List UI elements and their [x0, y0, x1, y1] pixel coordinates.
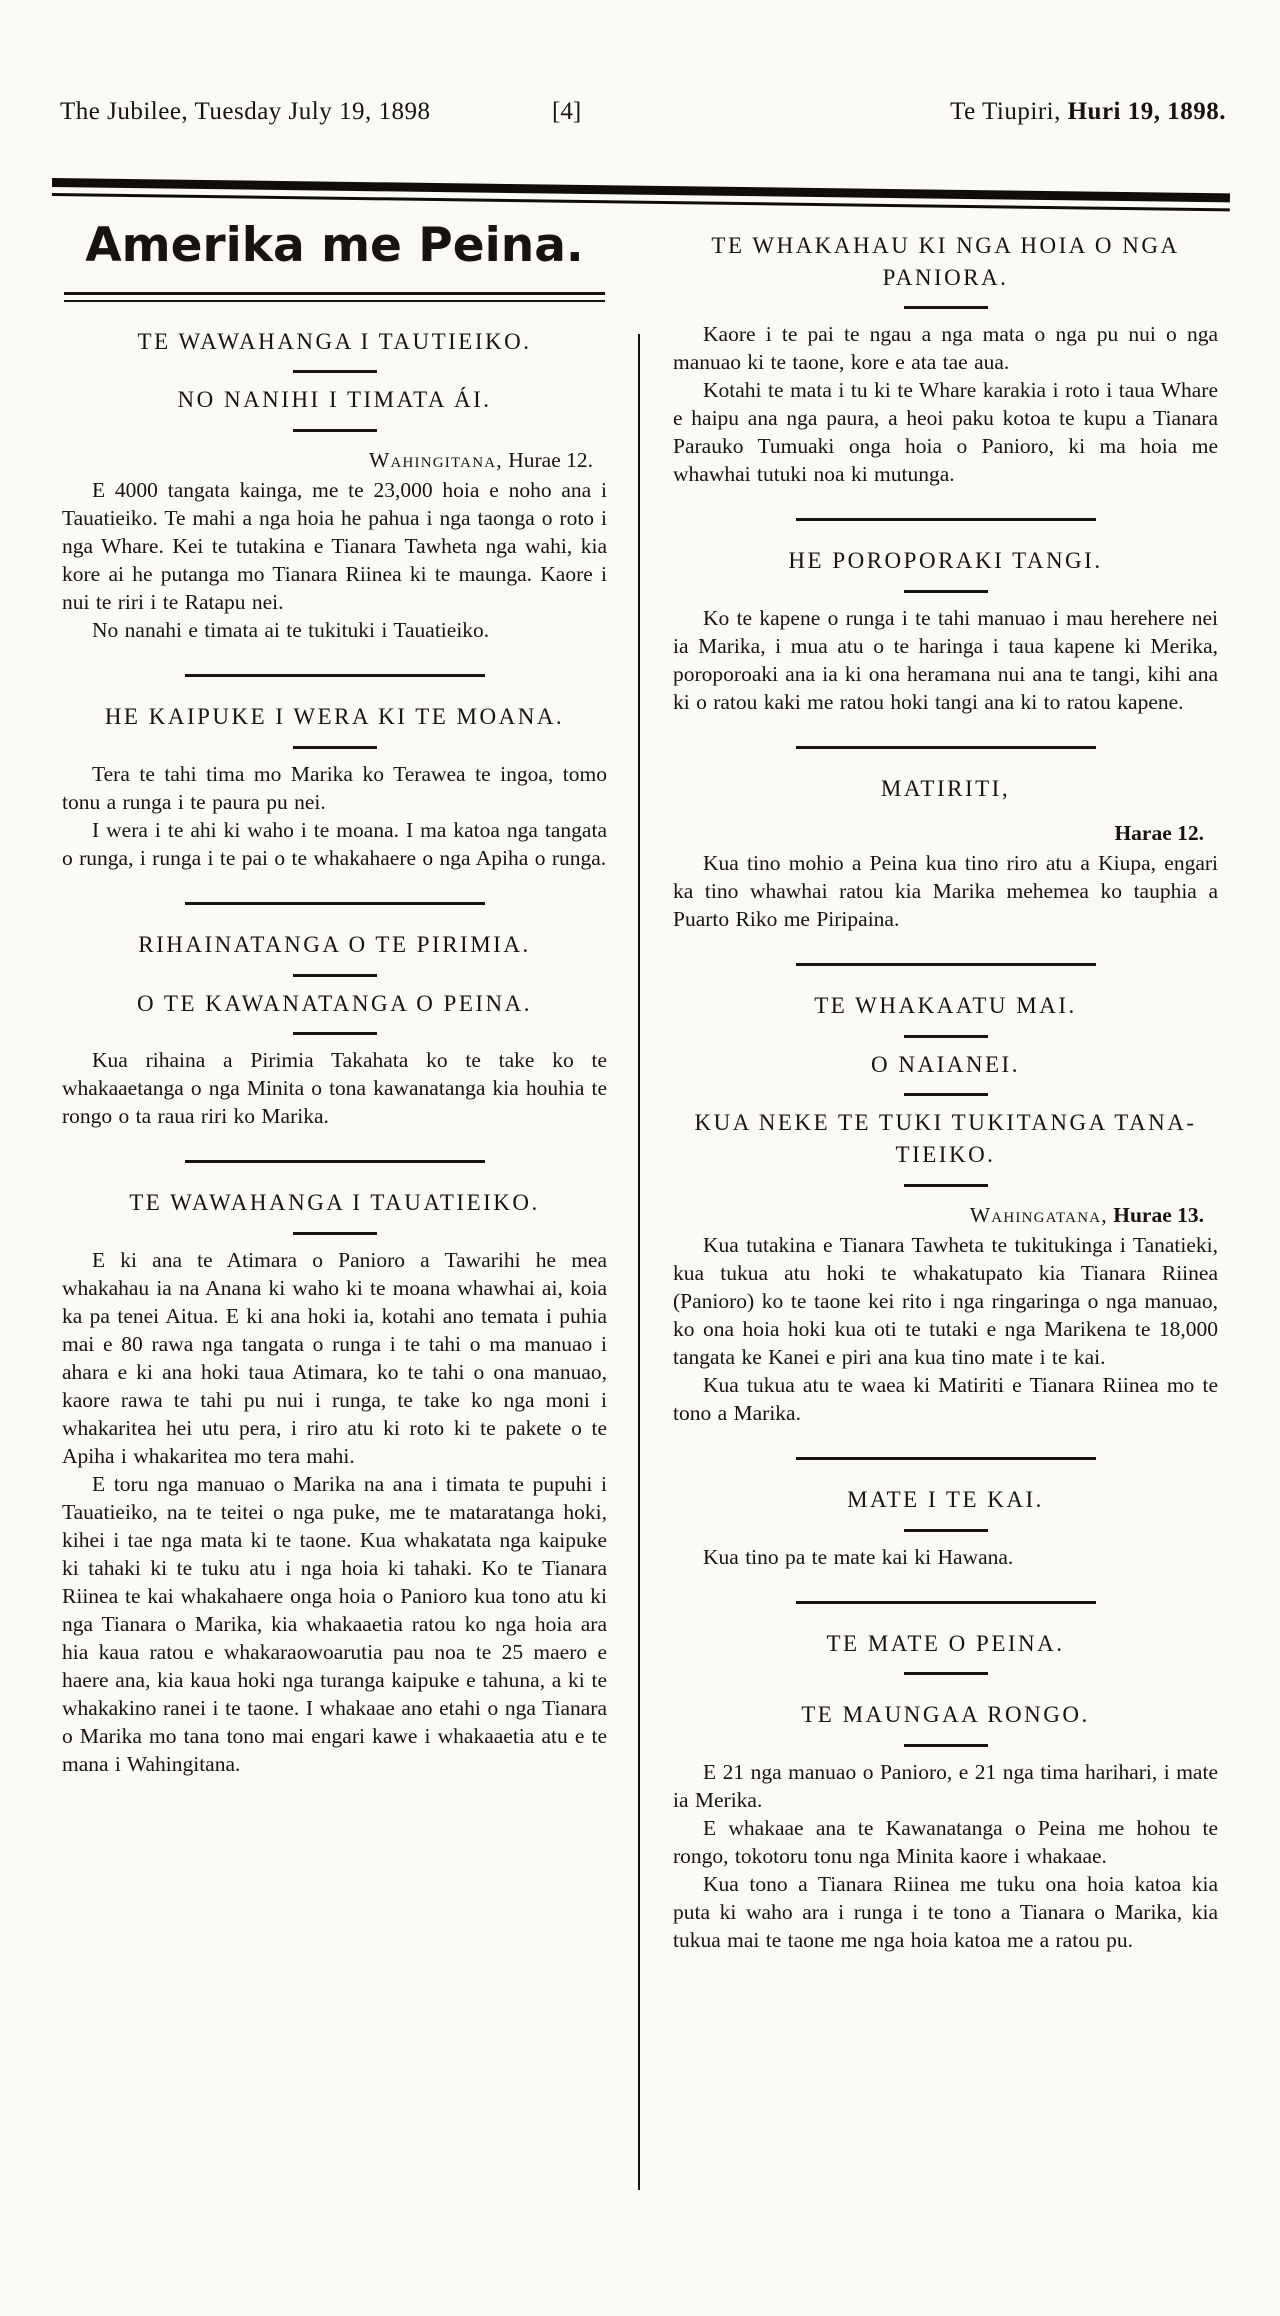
section-divider-rule	[796, 963, 1096, 966]
section-headline: MATIRITI,	[880, 776, 1011, 802]
article-section	[673, 1601, 1218, 1676]
article-paragraph: E 21 nga manuao o Panioro, e 21 nga tima harihari, i mate ia Merika.	[673, 1760, 1218, 1813]
headline-rule	[293, 370, 377, 373]
article-section	[62, 674, 607, 872]
section-headline: TE MATE O PEINA.	[826, 1630, 1065, 1656]
article-paragraph: E 4000 tangata kainga, me te 23,000 hoia e noho ana i Tauatieiko. Te mahi a nga hoia he pahua i nga taonga o roto i nga Whare. Kei te tutakina e Tianara Tawheta nga wahi, kia kore ai he putanga mo Tianara Riinea ki te maunga. Kaore i nui te riri i te Ratapu nei.	[62, 478, 607, 615]
section-subheadline: KUA NEKE TE TUKI TUKITANGA TANA-TIEIKO.	[694, 1110, 1197, 1168]
masthead-double-rule	[64, 292, 605, 302]
article-paragraph: E toru nga manuao o Marika na ana i timata te pupuhi i Tauatieiko, na te teitei o nga puke, me te mataratanga hoki, kihei i tae nga mata ki te taone. Kua whakatata nga kaipuke ki tahaki ki te tuku atu i nga hoia ki tahaki. Ko te Tianara Riinea te kai whakahaere onga hoia o Panioro kua tono atu ki nga Tianara o Marika, kia whakaaetia ratou ko nga hoia ara hia kaua ratou e whakaraowoarutia pau noa te 25 maero e haere ana, kia kaua hoki nga turanga kaipuke e tahuna, a ki te whakakino ranei i te taone. I whakaae ano etahi o nga Tianara o Marika mo tana tono mai engari kawe i whakaaetia atu e te mana i Wahingitana.	[62, 1472, 607, 1777]
article-paragraph: Tera te tahi tima mo Marika ko Terawea te ingoa, tomo tonu a runga i te paura pu nei.	[62, 761, 607, 814]
headline-rule	[293, 1032, 377, 1035]
section-headline: TE MAUNGAA RONGO.	[801, 1702, 1090, 1728]
headline-rule	[293, 1232, 377, 1235]
page-number: [4]	[552, 98, 582, 125]
article-paragraph: Kua rihaina a Pirimia Takahata ko te take ko te whakaaetanga o nga Minita o tona kawanatanga kia houhia te rongo o ta raua riri ko Marika.	[62, 1048, 607, 1129]
article-paragraph: Kua tutakina e Tianara Tawheta te tukitukinga i Tanatieki, kua tukua atu hoki te whakatupato kia Tianara Riinea (Panioro) ko te taone kei rito i nga ringaringa o nga manuao, ko ona hoia hoki kua oti te tutaki e nga Marikena te 18,000 tangata ke Kanei e piri ana kua tino mate i te kai.	[673, 1232, 1218, 1369]
headline-rule	[904, 1093, 988, 1096]
dateline-place: Wahingitana,	[368, 448, 503, 473]
article-section	[673, 518, 1218, 716]
section-headline: TE WAWAHANGA I TAUTIEIKO.	[137, 328, 532, 354]
headline-rule	[904, 306, 988, 309]
headline-rule	[904, 1672, 988, 1675]
article-paragraph: Kua tino pa te mate kai ki Hawana.	[703, 1544, 1014, 1569]
article-section	[673, 746, 1218, 933]
dateline-date: Harae 12.	[1114, 820, 1204, 845]
right-column	[673, 212, 1218, 1954]
dateline	[62, 446, 607, 474]
section-subheadline: O TE KAWANATANGA O PEINA.	[136, 990, 533, 1016]
headline-rule	[293, 974, 377, 977]
left-column	[62, 212, 607, 1778]
article-paragraph: Kua tono a Tianara Riinea me tuku ona hoia katoa kia puta ki waho ara i runga i te tono a Tianara o Marika, kia tukua mai te taone me nga hoia katoa me a ratou pu.	[673, 1872, 1218, 1953]
article-paragraph: E whakaae ana te Kawanatanga o Peina me hohou te rongo, tokotoru tonu nga Minita kaore i whakaae.	[673, 1816, 1218, 1869]
article-section	[62, 902, 607, 1130]
section-divider-rule	[796, 1457, 1096, 1460]
running-head-right-title-date	[950, 98, 1226, 126]
section-divider-rule	[796, 518, 1096, 521]
dateline-place: Wahingatana,	[969, 1202, 1108, 1227]
page-columns	[62, 212, 1218, 1954]
section-headline: RIHAINATANGA O TE PIRIMIA.	[138, 931, 531, 957]
section-headline: TE WHAKAHAU KI NGA HOIA O NGA PANIORA.	[711, 233, 1180, 290]
dateline	[673, 1201, 1218, 1229]
article-paragraph: No nanahi e timata ai te tukituki i Tauatieiko.	[92, 618, 490, 643]
dateline-date: Hurae 13.	[1107, 1202, 1204, 1227]
section-divider-rule	[185, 1160, 485, 1163]
headline-rule	[904, 1035, 988, 1038]
section-divider-rule	[796, 1601, 1096, 1604]
headline-rule	[904, 1529, 988, 1532]
article-paragraph: Kua tino mohio a Peina kua tino riro atu a Kiupa, engari ka tino whawhai ratou kia Marika mehemea ko tauphia a Puarto Riko me Piripaina.	[673, 850, 1218, 931]
article-section	[673, 1457, 1218, 1571]
running-head-left-title-date: The Jubilee, Tuesday July 19, 1898	[60, 98, 431, 125]
article-section	[673, 963, 1218, 1427]
running-head-right-bold-date: Huri 19, 1898.	[1067, 98, 1226, 125]
article-paragraph: I wera i te ahi ki waho i te moana. I ma katoa nga tangata o runga, i runga i te pai o te whakahaere o nga Apiha o runga.	[62, 817, 607, 870]
article-section	[62, 1160, 607, 1778]
headline-rule	[904, 590, 988, 593]
dateline	[673, 819, 1218, 847]
article-paragraph: Kua tukua atu te waea ki Matiriti e Tianara Riinea mo te tono a Marika.	[673, 1372, 1218, 1425]
article-section	[673, 230, 1218, 488]
article-section	[62, 326, 607, 644]
headline-rule	[904, 1184, 988, 1187]
section-divider-rule	[796, 746, 1096, 749]
article-paragraph: Kaore i te pai te ngau a nga mata o nga pu nui o nga manuao ki te taone, kore e ata tae aua.	[673, 322, 1218, 375]
column-gap	[607, 212, 673, 1954]
section-headline: HE POROPORAKI TANGI.	[788, 548, 1103, 574]
column-divider-rule	[638, 334, 640, 2190]
section-divider-rule	[185, 902, 485, 905]
headline-rule	[904, 1744, 988, 1747]
section-headline: HE KAIPUKE I WERA KI TE MOANA.	[104, 704, 565, 730]
section-subheadline: O NAIANEI.	[871, 1051, 1020, 1077]
section-headline: TE WHAKAATU MAI.	[814, 992, 1077, 1018]
headline-rule	[293, 429, 377, 432]
section-divider-rule	[185, 674, 485, 677]
column-masthead-title: Amerika me Peina.	[85, 218, 584, 273]
running-head-right-plain: Te Tiupiri,	[950, 98, 1068, 125]
running-head	[0, 98, 1280, 138]
article-section	[673, 1699, 1218, 1954]
dateline-date: Hurae 12.	[502, 448, 593, 473]
header-double-rule	[52, 178, 1230, 211]
article-paragraph: Kotahi te mata i tu ki te Whare karakia i roto i taua Whare e haipu ana nga paura, a heoi paku kotoa te kupu a Tianara Parauko Tumuaki onga hoia o Panioro, ki ma hoia me whawhai tutuki noa ki mutunga.	[673, 378, 1218, 487]
section-headline: TE WAWAHANGA I TAUATIEIKO.	[129, 1190, 540, 1216]
article-paragraph: E ki ana te Atimara o Panioro a Tawarihi he mea whakahau ia na Anana ki waho ki te moana whawhai ai, koia ka pa tenei Aitua. E ki ana hoki ia, kotahi ano temata i puhia mai e 80 rawa nga tangata o runga i te tahi o ma manuao i ahara e ki ana hoki taua Atimara, ko te tahi o ona manuao, kaore rawa te tahi pu nui i runga, te take ko nga moni i whakaritea hei utu pera, i riro atu ki roto ki te pakete o te Apiha i whakaritea mo tera mahi.	[62, 1248, 607, 1469]
section-headline: MATE I TE KAI.	[847, 1486, 1044, 1512]
section-subheadline: NO NANIHI I TIMATA ÁI.	[177, 387, 492, 413]
headline-rule	[293, 746, 377, 749]
article-paragraph: Ko te kapene o runga i te tahi manuao i mau herehere nei ia Marika, i mua atu o te haringa i taua kapene ki Merika, poroporoaki ana ia ki ona heramana nui ana te tangi, kihi ana ki o ratou kaki me ratou hoki tangi ana ki to ratou kapene.	[673, 606, 1218, 715]
